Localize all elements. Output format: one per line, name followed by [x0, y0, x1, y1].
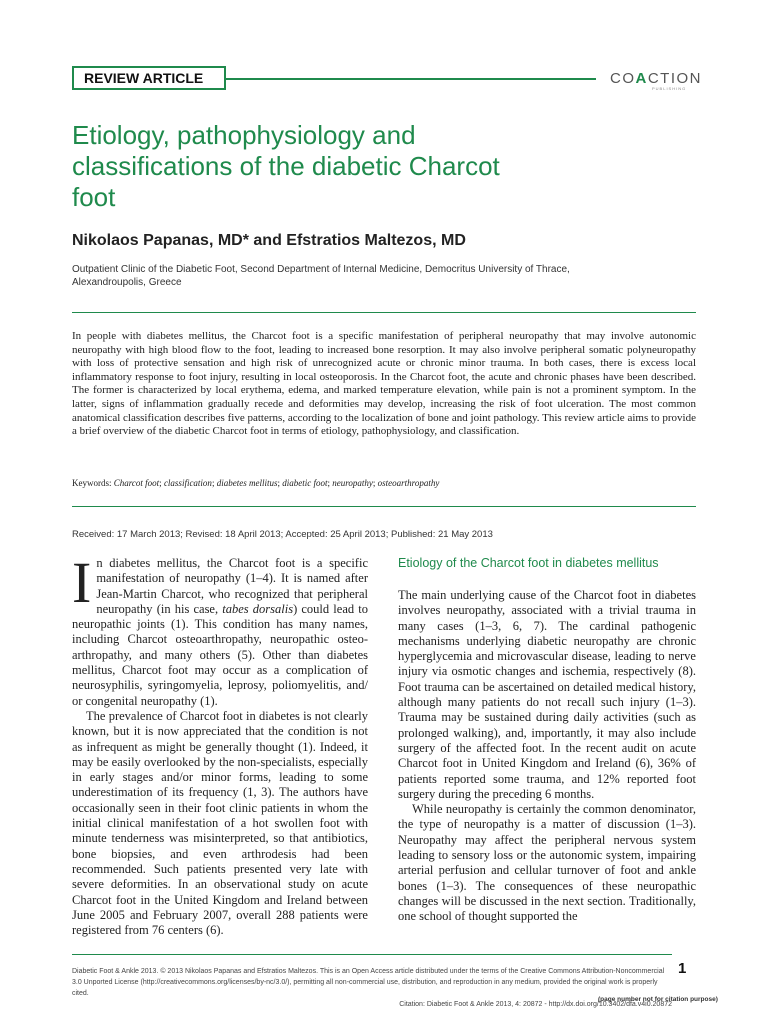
keywords — [72, 478, 696, 488]
affiliation: Outpatient Clinic of the Diabetic Foot, Second Department of Internal Medicine, Democritus University of Thrace, Alexandroupolis, Greece — [72, 264, 570, 288]
license-text: Diabetic Foot & Ankle 2013. © 2013 Nikolaos Papanas and Efstratios Maltezos. This is an Open Access article distributed under the terms of the Creative Commons Attribution-Noncommercial 3.0 Unported License (http://creativecommons.org/licenses/by-nc/3.0/), permitting all non-commercial use, distribution, and reproduction in any medium, provided the original work is properly cited. — [72, 968, 665, 997]
left-p1-text-a: n diabetes mellitus, the Charcot foot is a specific manifestation of neuropathy (1–4). It is named after Jean-Martin Charcot, who recognized that peripheral neuropathy (in his case, — [96, 556, 368, 616]
page-number-note: (page number not for citation purpose) — [598, 996, 718, 1003]
drop-cap: I — [72, 550, 92, 615]
keyword-term: Charcot foot — [113, 478, 160, 488]
keywords-label: Keywords: — [72, 478, 112, 488]
left-p1-emphasis: tabes dorsalis — [222, 601, 294, 616]
abstract: In people with diabetes mellitus, the Charcot foot is a specific manifestation of peripheral neuropathy that may involve autonomic neuropathy with high blood flow to the foot, leading to increased bone resorption. It may also involve peripheral somatic polyneuropathy with loss of protective sensation and high risk of unrecognized acute or chronic minor trauma. In both cases, there is excess local inflammatory response to foot injury, resulting in local osteoporosis. In the Charcot foot, the acute and chronic phases have been described. The former is characterized by local erythema, edema, and marked temperature elevation, while pain is not a prominent symptom. In the latter, signs of inflammation gradually recede and deformities may develop, increasing the risk of foot ulceration. The most common anatomical classification describes five patterns, according to the localization of bone and joint pathology. This review article aims to provide a brief overview of the diabetic Charcot foot in terms of etiology, pathophysiology, and classification. — [72, 330, 696, 438]
section-heading: Etiology of the Charcot foot in diabetes mellitus — [398, 556, 659, 570]
header-rule — [226, 78, 596, 80]
right-column — [398, 588, 696, 925]
keyword-term: osteoarthropathy — [377, 478, 440, 488]
keyword-term: neuropathy — [332, 478, 373, 488]
keyword-term: diabetes mellitus — [216, 478, 278, 488]
page-number: 1 — [678, 960, 687, 977]
abstract-bottom-rule — [72, 506, 696, 507]
keyword-term: diabetic foot — [282, 478, 328, 488]
citation: Citation: Diabetic Foot & Ankle 2013, 4: 20872 - http://dx.doi.org/10.3402/dfa.v4i0.20872 — [399, 1001, 672, 1008]
article-title: Etiology, pathophysiology and classifications of the diabetic Charcot foot — [72, 120, 500, 212]
article-type-label: REVIEW ARTICLE — [72, 66, 226, 90]
keyword-term: classification — [163, 478, 212, 488]
received-dates: Received: 17 March 2013; Revised: 18 April 2013; Accepted: 25 April 2013; Published: 21 May 2013 — [72, 529, 493, 540]
right-paragraph-1: The main underlying cause of the Charcot foot in diabetes involves neuropathy, associated with a trivial trauma in many cases (1–3, 6, 7). The cardinal pathogenic mechanisms underlying diabetic neuropathy are chronic hyperglycemia and microvascular disease, leading to nerve injury via osmotic changes and ischemia, respectively (8). Foot trauma can be ascertained on detailed medical history, although many patients do not recall such injury (1–3). Trauma may be sustained during daily activities (such as prolonged walking), and, importantly, it may also include surgery of the affected foot. In the recent audit on acute Charcot foot in United Kingdom and Ireland (6), 36% of patients reported some trauma, and 12% reported foot surgery during the preceding 6 months. — [398, 588, 696, 801]
publisher-logo: COACTION — [610, 70, 703, 87]
left-paragraph-2: The prevalence of Charcot foot in diabetes is not clearly known, but it is now appreciated that the condition is not as infrequent as might be generally thought (1). Indeed, it may be easily overlooked by the non-specialists, especially in early stages and/or minor forms, leading to some underestimation of its frequency (1, 3). The authors have occasionally seen in their foot clinic patients in whom the initial clinical manifestation of a hot swollen foot with minute tenderness was misinterpreted, so that antibiotics, bone biopsies, and even arthrodesis had been recommended. Such patients presented very late with severe deformities. In an observational study on acute Charcot foot in the United Kingdom and Ireland between June 2005 and February 2007, overall 288 patients were registered from 76 centers (6). — [72, 708, 368, 938]
footer-rule — [72, 954, 672, 955]
right-paragraph-2: While neuropathy is certainly the common denominator, the type of neuropathy is a matter of discussion (1–3). Neuropathy may affect the peripheral nervous system leading to sensory loss or the autonomic system, impairing arterial perfusion and cellular turnover of foot and ankle bones (1–3). The consequences of these neuropathic changes will be discussed in the next section. Traditionally, one school of thought supported the — [398, 802, 696, 924]
abstract-top-rule — [72, 312, 696, 313]
keywords-terms: Charcot foot; classification; diabetes mellitus; diabetic foot; neuropathy; osteoarthropathy — [113, 478, 440, 488]
publisher-logo-sub: PUBLISHING — [652, 86, 687, 91]
left-p1-text-b: ) could lead to neuropathic joints (1). This condition has many names, including Charcot osteoarthropathy, neuropathic osteo-arthropathy, and many others (5). Other than diabetes mellitus, Charcot foot may occur as a complication of neurosyphilis, syringomyelia, leprosy, poliomyelitis, and/ or congenital neuropathy (1). — [72, 601, 368, 708]
left-column — [72, 550, 368, 938]
left-paragraph-1 — [72, 550, 368, 709]
footer — [72, 966, 672, 1010]
authors: Nikolaos Papanas, MD* and Efstratios Maltezos, MD — [72, 232, 466, 249]
